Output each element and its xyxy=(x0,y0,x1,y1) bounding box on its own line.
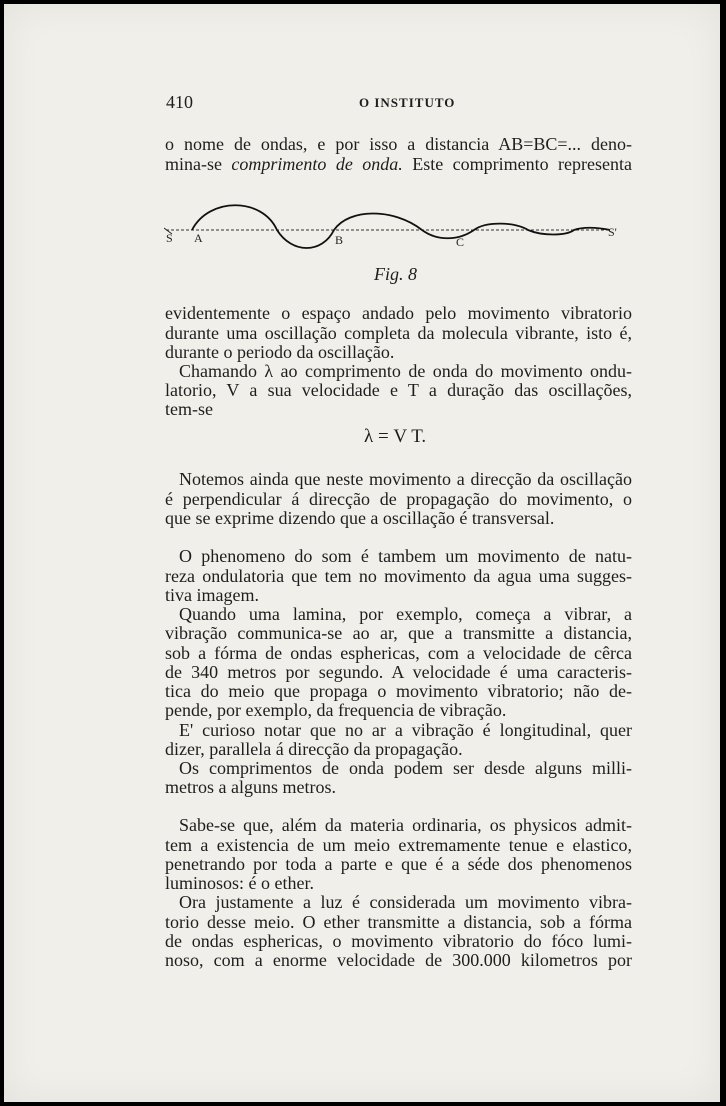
text-line: é perpendicular á direcção de propagação do movimento, o xyxy=(165,489,632,509)
text-line: Notemos ainda que neste movimento a direcção da oscillação xyxy=(179,469,632,489)
text-line: de ondas esphericas, o movimento vibratorio do fóco lumi- xyxy=(165,931,632,951)
text-line: sob a fórma de ondas esphericas, com a velocidade de cêrca xyxy=(165,643,632,663)
text-line: tiva imagem. xyxy=(165,585,259,605)
text-line: durante uma oscillação completa da molecula vibrante, isto é, xyxy=(165,323,632,343)
book-page xyxy=(4,4,720,1102)
text-line: evidentemente o espaço andado pelo movimento vibratorio xyxy=(165,303,632,323)
text-line: que se exprime dizendo que a oscillação é transversal. xyxy=(165,508,555,528)
wave-label-c: C xyxy=(456,235,465,249)
wave-figure xyxy=(164,194,624,262)
text-line: o nome de ondas, e por isso a distancia AB=BC=... deno- xyxy=(165,134,632,154)
text-line: penetrando por toda a parte e que é a séde dos phenomenos xyxy=(165,854,632,874)
page-header xyxy=(166,92,631,114)
text-line: luminosos: é o ether. xyxy=(165,873,314,893)
text-line: pende, por exemplo, da frequencia de vibração. xyxy=(165,700,507,720)
text-span: mina-se xyxy=(165,154,232,174)
wave-label-s-prime: S' xyxy=(608,225,617,239)
text-line: tica do meio que propaga o movimento vibratorio; não de- xyxy=(165,681,632,701)
text-line: noso, com a enorme velocidade de 300.000 kilometros por xyxy=(165,950,632,970)
text-line: Quando uma lamina, por exemplo, começa a vibrar, a xyxy=(179,604,632,624)
text-line: Chamando λ ao comprimento de onda do movimento ondu- xyxy=(179,361,632,381)
wave-label-s: S xyxy=(166,231,173,245)
wave-label-b: B xyxy=(335,233,344,247)
wave-label-a: A xyxy=(194,231,203,245)
text-line: latorio, V a sua velocidade e T a duração das oscillações, xyxy=(165,380,632,400)
formula: λ = V T. xyxy=(364,426,427,447)
page-number: 410 xyxy=(166,92,193,112)
wave-curve xyxy=(192,205,610,248)
text-line: Ora justamente a luz é considerada um movimento vibra- xyxy=(179,892,632,912)
text-line: durante o periodo da oscillação. xyxy=(165,342,395,362)
text-line: E' curioso notar que no ar a vibração é longitudinal, quer xyxy=(179,720,632,740)
text-line: tem-se xyxy=(165,399,213,419)
text-line: metros a alguns metros. xyxy=(165,777,336,797)
figure-caption: Fig. 8 xyxy=(374,264,417,284)
text-line: Os comprimentos de onda podem ser desde alguns milli- xyxy=(179,758,632,778)
text-line: dizer, parallela á direcção da propagação. xyxy=(165,739,463,759)
text-line: reza ondulatoria que tem no movimento da agua uma sugges- xyxy=(165,566,632,586)
text-line xyxy=(165,155,632,174)
text-line: vibração communica-se ao ar, que a transmitte a distancia, xyxy=(165,623,632,643)
text-line: de 340 metros por segundo. A velocidade é uma caracteris- xyxy=(165,662,632,682)
text-line: O phenomeno do som é tambem um movimento de natu- xyxy=(179,546,632,566)
running-head: O INSTITUTO xyxy=(359,95,456,110)
text-line: Sabe-se que, além da materia ordinaria, os physicos admit- xyxy=(179,815,632,835)
text-line: tem a existencia de um meio extremamente tenue e elastico, xyxy=(165,835,632,855)
text-line: torio desse meio. O ether transmitte a distancia, sob a fórma xyxy=(165,912,632,932)
emphasis-term: comprimento de onda. xyxy=(231,154,403,174)
text-span: Este comprimento representa xyxy=(402,154,632,174)
